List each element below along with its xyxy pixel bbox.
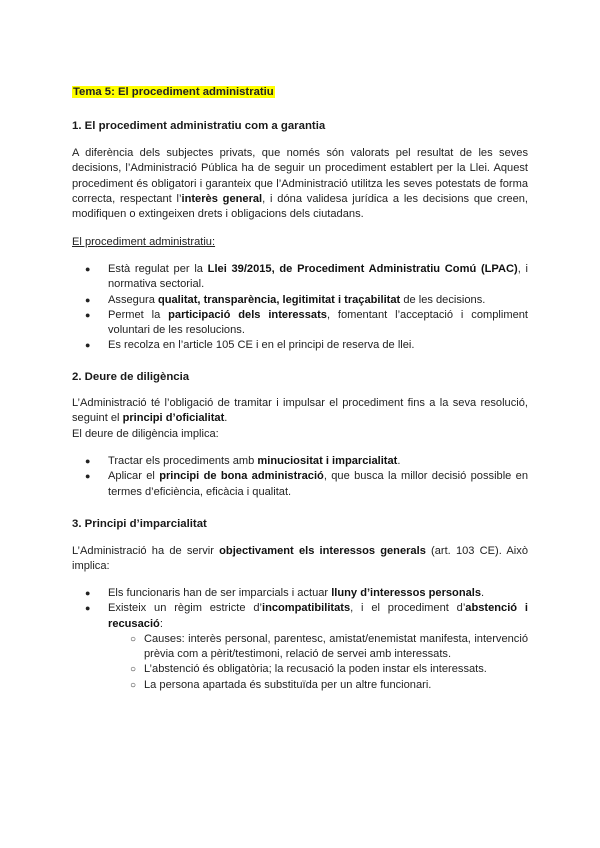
text-run: , i normativa sectorial.: [108, 263, 528, 291]
text-run: Els funcionaris han de ser imparcials i actuar: [108, 587, 332, 599]
bold-run: interès general: [181, 192, 263, 205]
section-3-heading: 3. Principi d’imparcialitat: [72, 518, 207, 530]
bold-run: abstenció i recusació: [108, 602, 528, 630]
section-3-paragraph: [72, 544, 528, 575]
list-item: [72, 262, 528, 293]
list-item: [72, 308, 528, 339]
nested-list: [108, 632, 528, 693]
section-2-paragraph-2: El deure de diligència implica:: [72, 428, 219, 440]
text-run: Tractar els procediments amb: [108, 455, 258, 467]
nested-list-item: ○ La persona apartada és substituïda per un altre funcionari.: [72, 678, 528, 693]
document-title: [72, 85, 275, 100]
nested-list-item: ○ L’abstenció és obligatòria; la recusació la poden instar els interessats.: [72, 662, 528, 677]
text-run: , i el procediment d’: [350, 602, 466, 615]
bold-run: participació dels interessats: [168, 308, 327, 321]
highlighted-title: Tema 5: El procediment administratiu: [73, 86, 274, 98]
text-run: (art. 103 CE). Això implica:: [72, 545, 528, 573]
section-1-bullet-list: [72, 262, 528, 354]
bold-run: incompatibilitats: [261, 602, 351, 615]
list-item: ● Es recolza en l’article 105 CE i en el principi de reserva de llei.: [72, 338, 528, 353]
list-item: [72, 293, 528, 308]
text-run: Existeix un règim estricte d’: [108, 602, 262, 615]
text-run: Aplicar el: [108, 470, 160, 483]
bold-run: principi d’oficialitat: [122, 412, 225, 425]
section-2-bullet-list: [72, 454, 528, 500]
nested-list-item: ○ Causes: interès personal, parentesc, amistat/enemistat manifesta, intervenció prèvia com a pèrit/testimoni, relació de servei amb interessats.: [72, 632, 528, 663]
text-run: :: [159, 617, 163, 630]
bold-run: minuciositat i imparcialitat: [257, 455, 398, 467]
bold-run: objectivament els interessos generals: [219, 545, 426, 557]
text-run: , i dóna validesa jurídica a les decisions que creen, modifiquen o extingeixen drets i obligacions dels ciutadans.: [72, 192, 528, 221]
section-1-subheading: El procediment administratiu:: [72, 236, 216, 248]
list-item: [72, 469, 528, 500]
section-1-heading: 1. El procediment administratiu com a garantia: [72, 120, 326, 132]
text-run: Permet la: [108, 308, 169, 321]
text-run: L’Administració ha de servir: [72, 545, 220, 557]
list-item: [72, 586, 528, 601]
section-3-bullet-list: [72, 586, 528, 693]
bold-run: principi de bona administració: [159, 470, 324, 483]
text-run: , fomentant l’acceptació i compliment voluntari de les resolucions.: [108, 308, 528, 337]
text-run: .: [397, 455, 401, 467]
text-run: L’Administració té l’obligació de tramitar i impulsar el procediment fins a la seva resolució, seguint el: [72, 397, 528, 425]
text-run: .: [481, 587, 485, 599]
section-1-paragraph: [72, 146, 528, 222]
text-run: A diferència dels subjectes privats, que només són valorats pel resultat de les seves decisions, l’Administració Pública ha de seguir un procediment establert per la Llei. Aquest procediment és obligatori i garanteix que l’Administració utilitza les seves potestats de forma correcta, respectant l’: [72, 147, 528, 205]
text-run: Assegura: [108, 293, 158, 306]
section-2-paragraph: [72, 396, 528, 427]
bold-run: Llei 39/2015, de Procediment Administratiu Comú (LPAC): [207, 263, 518, 275]
text-run: .: [224, 412, 228, 425]
bold-run: lluny d’interessos personals: [331, 587, 482, 599]
bold-run: qualitat, transparència, legitimitat i traçabilitat: [157, 293, 401, 306]
section-2-heading: 2. Deure de diligència: [72, 371, 190, 383]
text-run: , que busca la millor decisió possible en termes d’eficiència, eficàcia i qualitat.: [108, 470, 529, 498]
list-item: [72, 601, 528, 693]
text-run: de les decisions.: [400, 293, 486, 306]
list-item: [72, 454, 528, 469]
text-run: Està regulat per la: [108, 263, 208, 275]
